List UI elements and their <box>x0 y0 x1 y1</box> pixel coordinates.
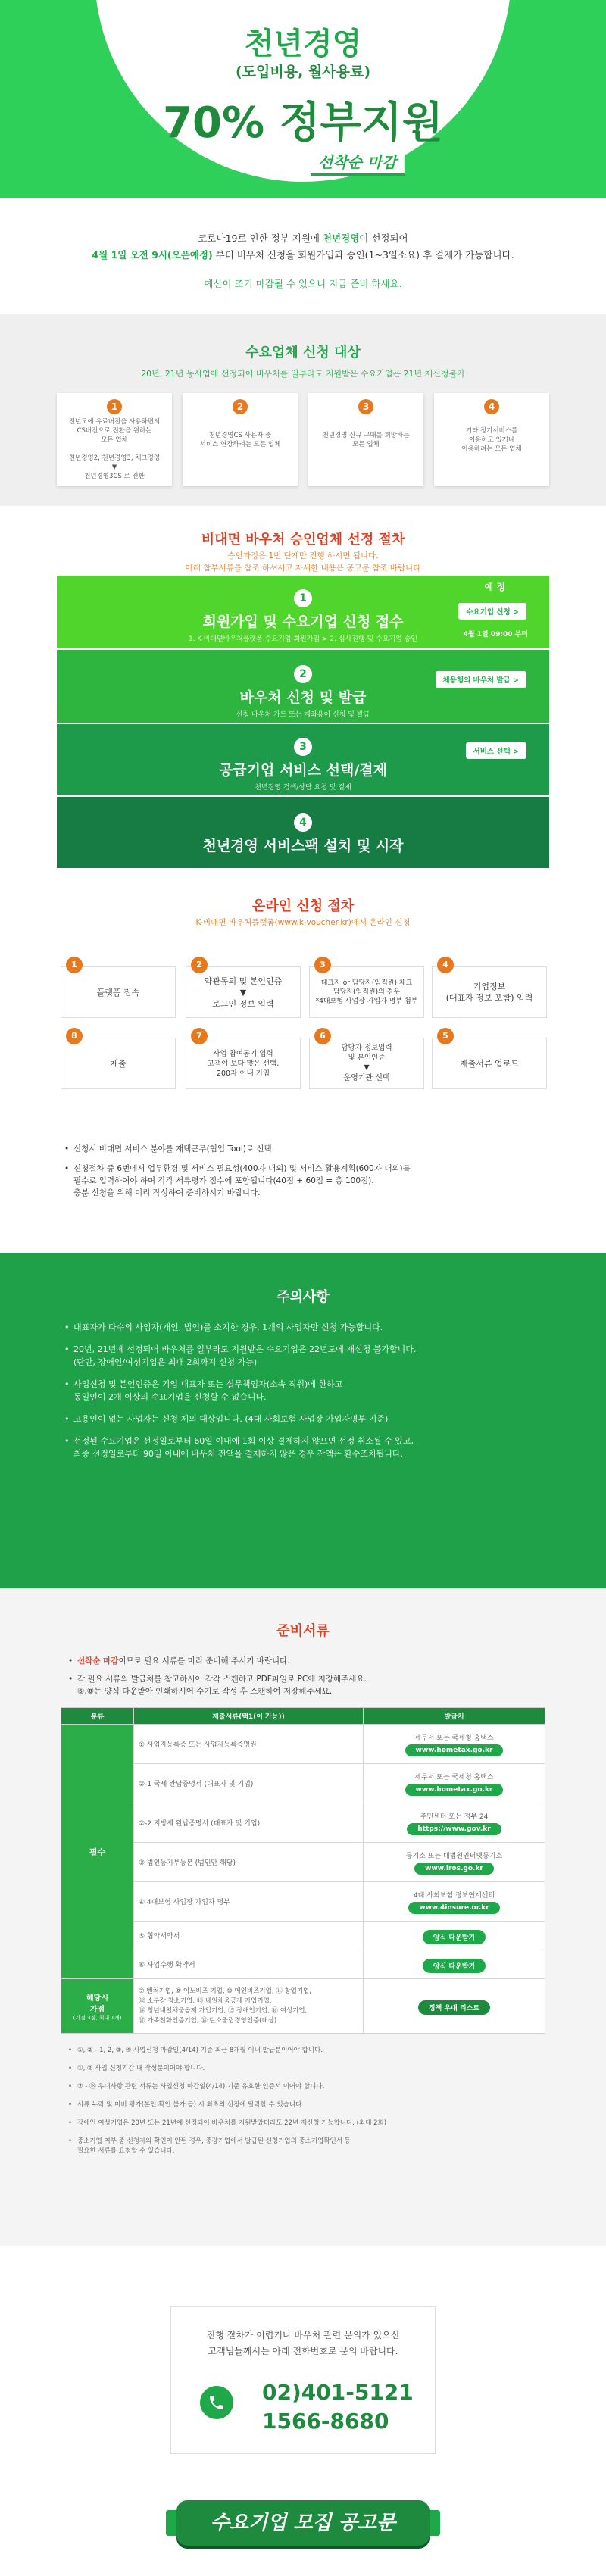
online-step-text: 사업 참여동기 입력 고객이 보다 많은 선택, 200자 이내 기입 <box>207 1049 280 1078</box>
download-form-button[interactable]: 양식 다운받기 <box>423 1959 486 1973</box>
card-text: 천년경영CS 사용자 중 서비스 연장하려는 모든 업체 <box>199 432 281 448</box>
step-title: 바우처 신청 및 발급 <box>239 689 367 706</box>
online-step-number: 1 <box>66 957 83 973</box>
online-step-5 <box>432 1031 547 1089</box>
issuer-name: 세무서 또는 국세청 홈택스 <box>414 1734 494 1742</box>
docs-intro-1: • 선착순 마감이므로 필요 서류를 미리 준비해 주시기 바랍니다. <box>68 1655 538 1667</box>
docs-intro-2: • 각 필요 서류의 발급처를 참고하시어 각각 스캔하고 PDF파일로 PC에 저장해주세요. ⑥,⑧는 양식 다운받아 인쇄하시어 수기로 작성 후 스캔하여 저장해주세요. <box>68 1673 538 1697</box>
online-step-text: 약관동의 및 본인인증 ▼ 로그인 정보 입력 <box>204 976 283 1009</box>
intro-section <box>0 198 606 314</box>
card-text: 천년경영 신규 구매를 희망하는 모든 업체 <box>322 432 410 448</box>
card-text: 전년도에 유료버전을 사용하면서 CS버전으로 전환을 원하는 모든 업체 천년경영2, 천년경영3, 체크경영 ▼ 천년경영3CS 로 전환 <box>68 418 161 480</box>
contact-box <box>170 2306 436 2454</box>
first-come-badge: 선착순 마감 <box>311 148 405 176</box>
step-title: 천년경영 서비스팩 설치 및 시작 <box>202 838 404 854</box>
phone-number-2[interactable]: 1566-8680 <box>262 2409 389 2434</box>
issuer-cell <box>364 1843 545 1882</box>
hero-subtitle: (도입비용, 월사용료) <box>235 64 371 80</box>
expected-label: 예 정 <box>484 582 505 592</box>
process-title: 비대면 바우처 승인업체 선정 절차 <box>201 532 405 548</box>
table-row <box>61 1950 545 1979</box>
card-number: 2 <box>233 399 248 414</box>
target-section <box>0 314 606 506</box>
online-step-number: 2 <box>191 957 208 973</box>
caution-section <box>0 1253 606 1588</box>
online-step-text: 제출 <box>110 1058 127 1069</box>
cta-right-tab <box>428 2510 440 2536</box>
issuer-link[interactable]: www.iros.go.kr <box>414 1863 494 1875</box>
doc-name: ③ 법인등기부등본 (법인만 해당) <box>134 1843 364 1882</box>
process-desc-1: 승인과정은 1번 단계만 진행 하시면 됩니다. <box>227 551 379 560</box>
step-number: 2 <box>294 665 312 683</box>
doc-name: ① 사업자등록증 또는 사업자등록증명원 <box>134 1725 364 1764</box>
apply-start-date: 4월 1일 09:00 부터 <box>463 631 528 639</box>
process-section <box>0 506 606 877</box>
contact-desc-1: 진행 절차가 어렵거나 바우처 관련 문의가 있으신 <box>206 2330 400 2340</box>
issuer-cell <box>364 1764 545 1803</box>
online-step-text: 대표자 or 담당자(임직원) 체크 담당자(임직원)의 경우 *4대보험 사업장 가입자 명부 첨부 <box>315 979 418 1005</box>
online-step-number: 3 <box>314 957 331 973</box>
issuer-cell <box>364 1922 545 1950</box>
online-step-text: 기업정보 (대표자 정보 포함) 입력 <box>445 982 533 1003</box>
col-header: 제출서류(택1(이 가능)) <box>134 1708 364 1725</box>
card-number: 1 <box>107 399 122 414</box>
online-step-number: 4 <box>437 957 454 973</box>
table-row <box>61 1922 545 1950</box>
category-required: 필수 <box>61 1725 134 1979</box>
hero-headline: 70% 정부지원 <box>163 98 443 148</box>
step-desc: 천년경영 검색/상담 요청 및 결제 <box>255 784 351 792</box>
caution-title: 주의사항 <box>276 1289 330 1305</box>
footnote: • 서류 누락 및 미비 평가(본인 확인 불가 등) 시 최초의 선정에 탈락할 수 있습니다. <box>68 2100 538 2110</box>
issuer-name: 세무서 또는 국세청 홈택스 <box>414 1773 494 1781</box>
service-select-button[interactable]: 서비스 선택 > <box>466 742 526 759</box>
online-step-6 <box>309 1031 424 1089</box>
voucher-issue-button[interactable]: 체용행의 바우처 발급 > <box>436 671 526 688</box>
doc-name: ②-2 지방세 완납증명서 (대표자 및 기업) <box>134 1803 364 1843</box>
step-title: 공급기업 서비스 선택/결제 <box>218 762 388 779</box>
online-step-4 <box>432 960 547 1018</box>
table-row <box>61 1803 545 1843</box>
online-title: 온라인 신청 절차 <box>251 898 355 914</box>
target-card-3 <box>308 393 423 486</box>
online-step-number: 6 <box>314 1028 331 1044</box>
col-header: 분류 <box>61 1708 134 1725</box>
footnote: • 장애인 여성기업은 20년 또는 21년에 선정되어 바우처를 지원받았더라도 22년 재신청 가능합니다. (최대 2회) <box>68 2119 538 2128</box>
issuer-name: 4대 사회보험 정보연계센터 <box>413 1891 495 1900</box>
category-optional: 해당시 가점 (가점 3점, 최대 1개) <box>61 1979 134 2034</box>
intro-line-3: 예산이 조기 마감될 수 있으니 지금 준비 하세요. <box>204 278 402 289</box>
hero-title: 천년경영 <box>244 27 362 61</box>
caution-item: • 고용인이 없는 사업자는 신청 제외 대상입니다. (4대 사회보험 사업장 가입자명부 기준) <box>64 1413 549 1425</box>
issuer-name: 주민센터 또는 정부 24 <box>420 1813 489 1821</box>
demand-apply-button[interactable]: 수요기업 신청 > <box>458 603 526 620</box>
online-step-number: 7 <box>191 1028 208 1044</box>
process-step-4 <box>57 797 549 868</box>
online-step-1 <box>61 960 176 1018</box>
issuer-link[interactable]: www.hometax.go.kr <box>405 1744 504 1756</box>
online-section <box>0 877 606 1126</box>
issuer-link[interactable]: www.4insure.or.kr <box>408 1902 499 1914</box>
process-step-2 <box>57 650 549 723</box>
note-item: • 신청절차 중 6번에서 업무환경 및 서비스 필요성(400자 내외) 및 서비스 활용계획(600자 내외)를 필수로 입력하여야 하며 각각 서류평가 점수에 포함됩니다(40점 + 60점 = 총 100점). 충분 신청을 위해 미리 작성하여 준비하시기 바랍니다. <box>64 1163 549 1199</box>
doc-name: ④ 4대보험 사업장 가입자 명부 <box>134 1882 364 1922</box>
footnote: • ⑦ - ⑱ 우대사항 관련 서류는 사업신청 마감일(4/14) 기준 유효한 인증서 이어야 합니다. <box>68 2082 538 2092</box>
target-card-4 <box>434 393 549 486</box>
phone-icon <box>200 2386 233 2419</box>
table-row <box>61 1764 545 1803</box>
doc-name: ⑦ 벤처기업, ⑨ 이노비즈 기업, ⑩ 메인비즈기업, ⑪ 창업기업, ⑫ 소부장 창소기업, ⑬ 내일채움공제 가입기업, ⑭ 청년내일채움공제 가입기업, ⑮ 장애인기업, ⑯ 여성기업, ⑰ 가족친화인증기업, ⑱ 탄소중립경영인증(대상) <box>134 1979 364 2034</box>
table-row <box>61 1882 545 1922</box>
intro-line-2: 4월 1일 오전 9시(오픈예정) 부터 비우처 신청을 회원가입과 승인(1~3일소요) 후 결제가 가능합니다. <box>92 249 514 261</box>
issuer-cell <box>364 1950 545 1979</box>
footnote: • ①, ② 사업 신청기간 내 작성분이어야 합니다. <box>68 2064 538 2074</box>
doc-name: ②-1 국세 완납증명서 (대표자 및 기업) <box>134 1764 364 1803</box>
col-header: 발급처 <box>364 1708 545 1725</box>
table-row <box>61 1843 545 1882</box>
caution-item: • 사업신청 및 본인인증은 기업 대표자 또는 실무책임자(소속 직원)에 한하고 동일인이 2개 이상의 수요기업을 신청할 수 없습니다. <box>64 1378 549 1404</box>
footnote: • 중소기업 여부 중 신청자와 확인이 안된 경우, 중장기업에서 발급된 신청기업의 중소기업확인서 등 필요한 서류를 요청할 수 있습니다. <box>68 2137 538 2156</box>
issuer-cell <box>364 1803 545 1843</box>
step-title: 회원가입 및 수요기업 신청 접수 <box>202 614 404 630</box>
card-number: 4 <box>484 399 499 414</box>
caution-item: • 20년, 21년에 선정되어 바우처를 일부라도 지원받은 수요기업은 22년도에 재신청 불가합니다. (단만, 장애인/여성기업은 최대 2회까지 신청 가능) <box>64 1343 549 1369</box>
target-card-1 <box>57 393 172 486</box>
online-step-3 <box>309 960 424 1018</box>
documents-section <box>0 1588 606 2246</box>
doc-name: ⑥ 사업수행 확약서 <box>134 1950 364 1979</box>
table-row <box>61 1979 545 2034</box>
card-text: 기타 정기서비스를 이용하고 있거나 이용하려는 모든 업체 <box>461 427 522 453</box>
download-form-button[interactable]: 양식 다운받기 <box>423 1930 486 1944</box>
card-number: 3 <box>358 399 373 414</box>
online-step-8 <box>61 1031 176 1089</box>
caution-item: • 대표자가 다수의 사업자(개인, 법인)를 소지한 경우, 1개의 사업자만 신청 가능합니다. <box>64 1321 549 1334</box>
step-number: 4 <box>294 813 312 832</box>
contact-section <box>0 2246 606 2576</box>
doc-name: ⑤ 협약서약서 <box>134 1922 364 1950</box>
documents-table <box>61 1707 545 2034</box>
process-desc-2: 아래 참부서류를 참조 하셔서고 자세한 내용은 공고문 참조 바랍니다 <box>185 564 421 573</box>
issuer-cell <box>364 1979 545 2034</box>
issuer-name: 등기소 또는 대법원인터넷등기소 <box>405 1852 503 1860</box>
online-step-text-top: 담당자 정보입력 및 본인인증 ▼ <box>341 1044 392 1072</box>
online-step-text: 운영기관 선택 <box>343 1074 390 1082</box>
policy-list-button[interactable]: 정책 우대 리스트 <box>418 2000 490 2015</box>
step-number: 1 <box>294 589 312 607</box>
online-desc: K-비대면 바우처플랫폼(www.k-voucher.kr)에서 온라인 신청 <box>195 918 411 927</box>
hero-banner <box>0 0 606 198</box>
contact-desc-2: 고객님들께서는 아래 전화번호로 문의 바랍니다. <box>208 2346 398 2356</box>
phone-number-1[interactable]: 02)401-5121 <box>262 2380 414 2405</box>
step-number: 3 <box>294 738 312 756</box>
target-card-2 <box>183 393 298 486</box>
target-title: 수요업체 신청 대상 <box>245 345 361 361</box>
online-step-2 <box>186 960 301 1018</box>
intro-line-1: 코로나19로 인한 정부 지원에 천년경영이 선정되어 <box>198 233 408 244</box>
step-desc: 신청 바우처 카드 또는 계좌용이 신청 및 발급 <box>236 711 370 719</box>
recruitment-notice-button[interactable]: 수요기업 모집 공고문 <box>176 2500 430 2546</box>
table-row <box>61 1725 545 1764</box>
online-step-text: 플랫폼 접속 <box>96 987 140 998</box>
issuer-link[interactable]: https://www.gov.kr <box>407 1823 501 1835</box>
caution-item: • 선정된 수요기업은 선정일로부터 60일 이내에 1회 이상 결제하지 않으면 선정 취소될 수 있고, 최종 선정일로부터 90일 이내에 바우처 전액을 결제하지 않은 경우 잔액은 환수조치됩니다. <box>64 1435 549 1460</box>
process-step-1 <box>57 576 549 648</box>
online-step-number: 8 <box>66 1028 83 1044</box>
note-item: • 신청시 비대면 서비스 분야를 재택근무(협업 Tool)로 선택 <box>64 1143 549 1155</box>
notes-section <box>0 1126 606 1253</box>
issuer-link[interactable]: www.hometax.go.kr <box>405 1784 504 1796</box>
online-step-text: 제출서류 업로드 <box>460 1058 519 1069</box>
issuer-cell <box>364 1725 545 1764</box>
step-desc: 1. K-비대면바우처플랫폼 수요기업 회원가입 > 2. 심사진행 및 수요기업 승인 <box>188 635 418 643</box>
online-step-number: 5 <box>437 1028 454 1044</box>
online-step-7 <box>186 1031 301 1089</box>
footnote: • ①, ② - 1, 2, ③, ④ 사업신청 마감일(4/14) 기준 최근 8개월 이내 발급분이어야 합니다. <box>68 2046 538 2056</box>
target-desc: 20년, 21년 동사업에 선정되어 비우처를 일부라도 지원받은 수요기업은 21년 재신청불가 <box>141 369 465 379</box>
process-step-3 <box>57 724 549 795</box>
issuer-cell <box>364 1882 545 1922</box>
documents-title: 준비서류 <box>276 1623 330 1639</box>
